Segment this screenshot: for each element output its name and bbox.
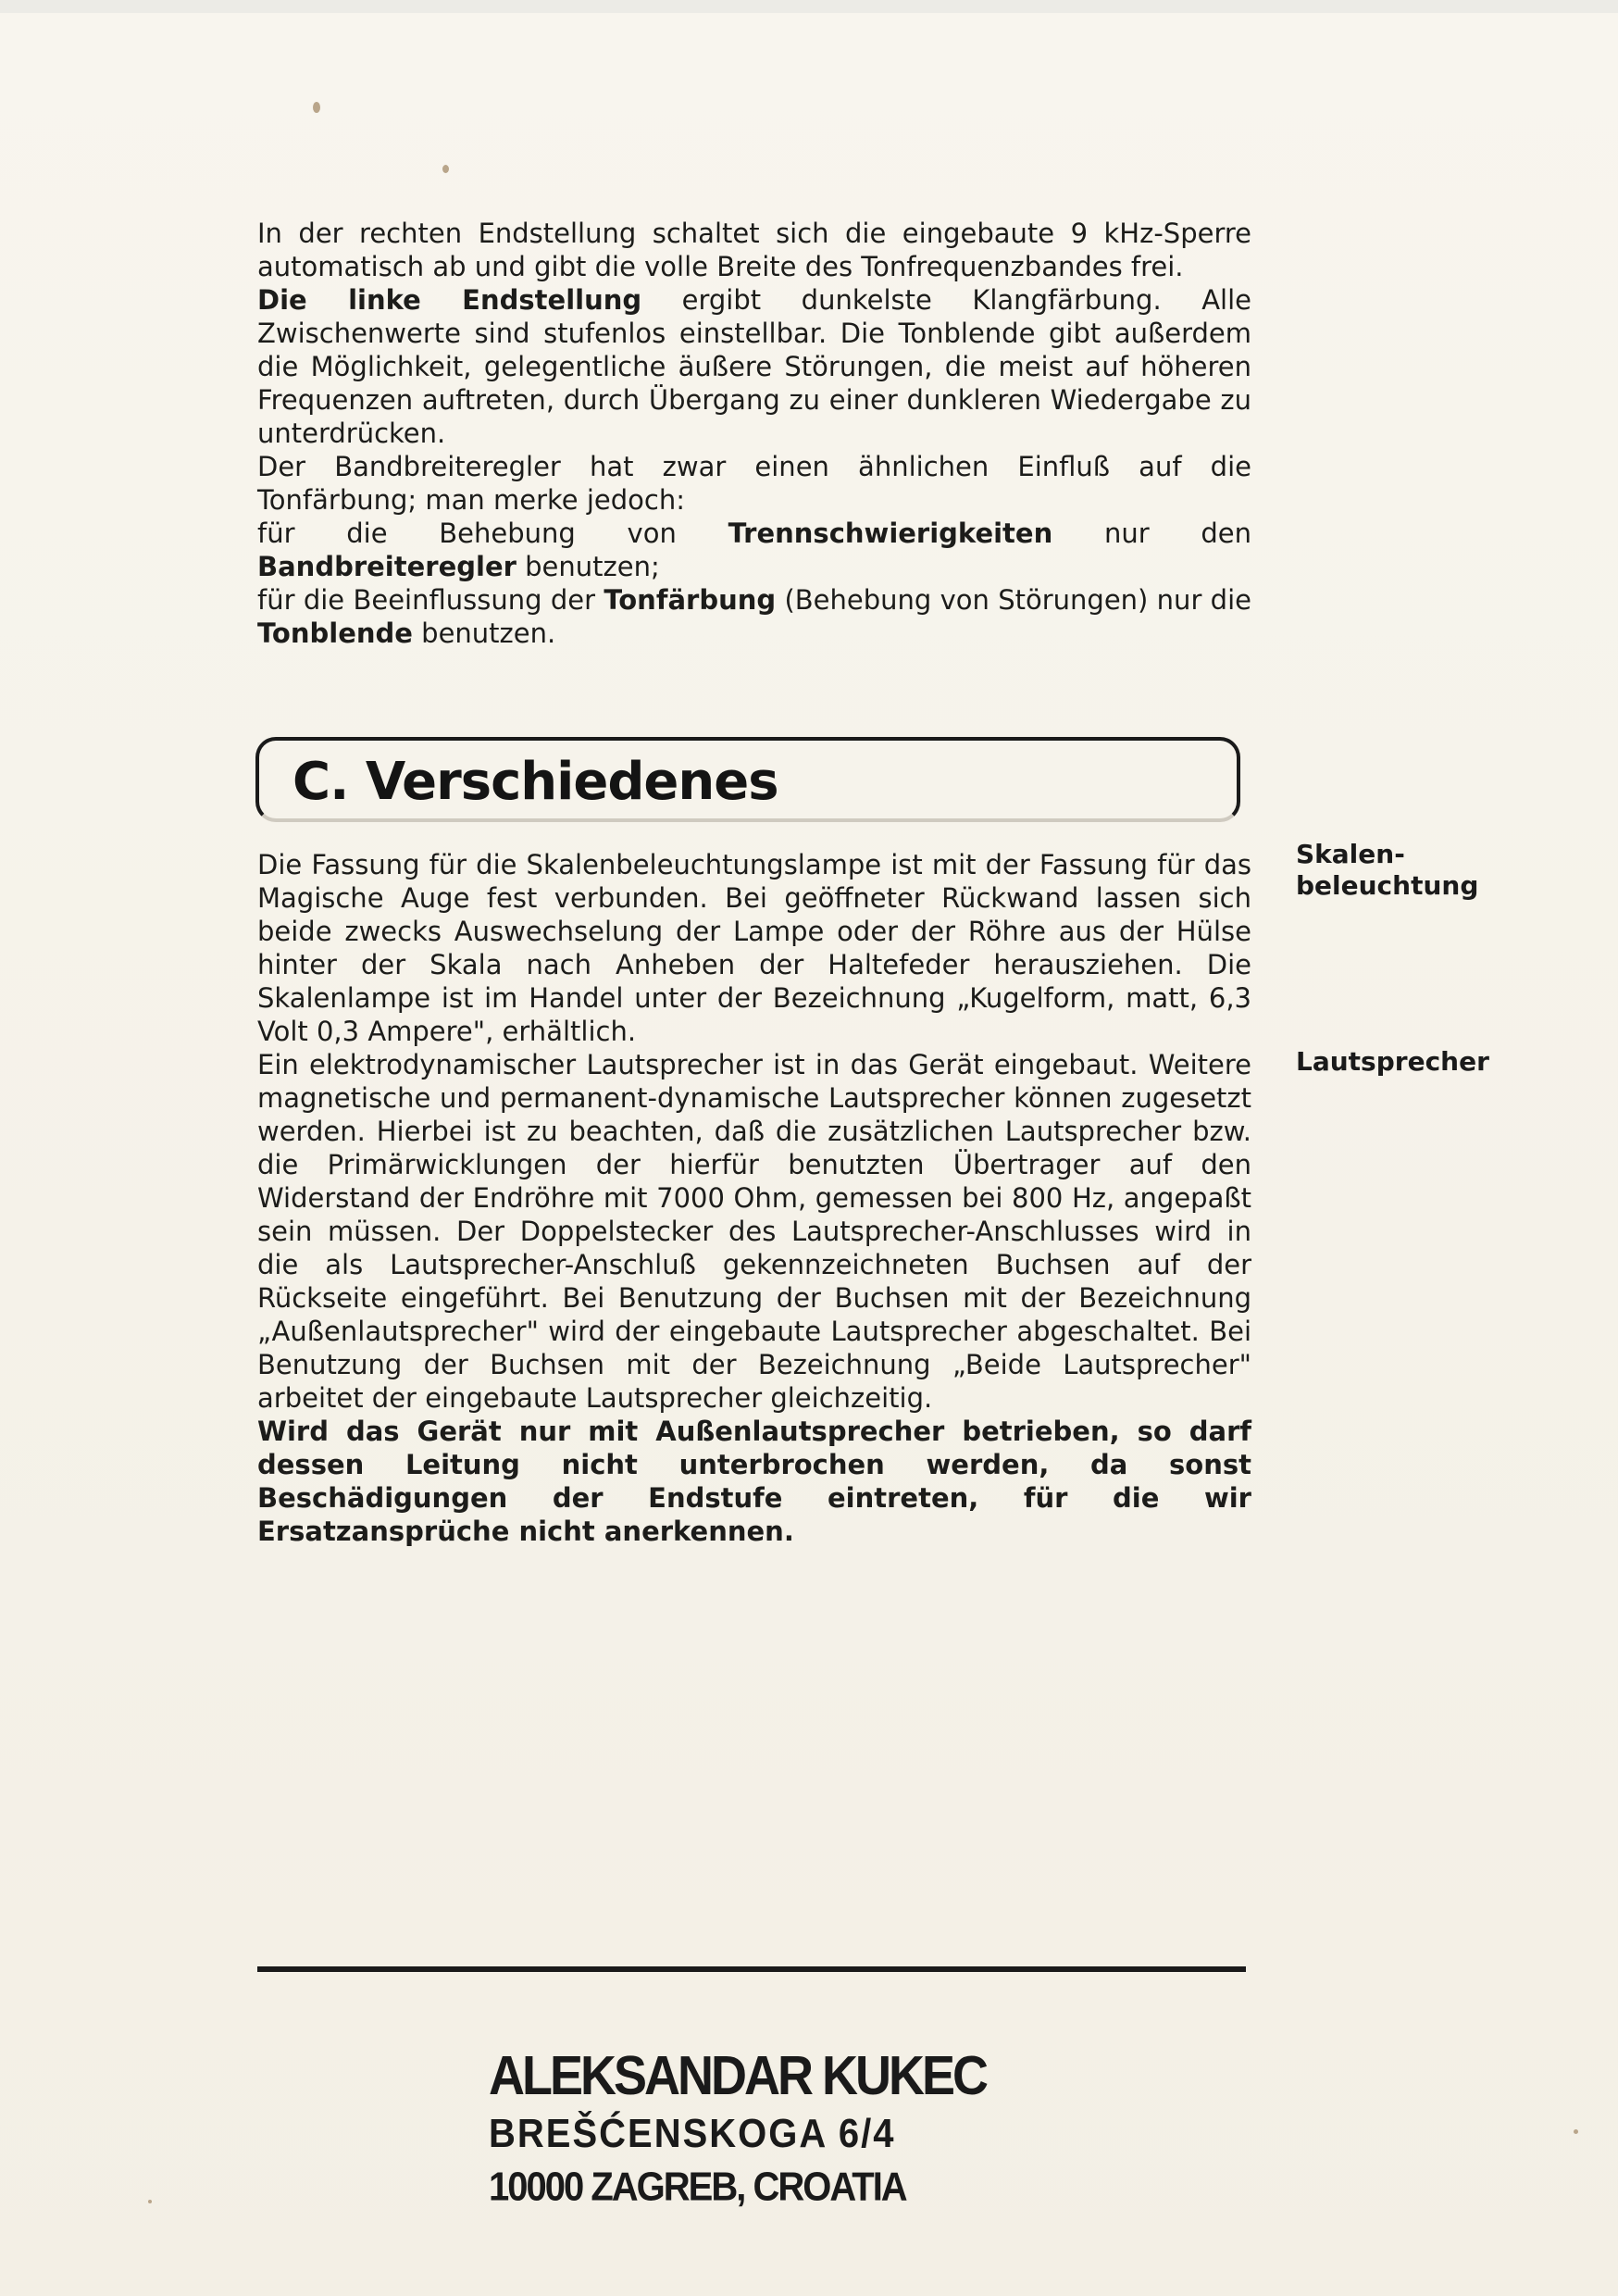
tone-control-text-block <box>257 217 1251 650</box>
stamp-city: 10000 ZAGREB, CROATIA <box>489 2164 906 2210</box>
paragraph-warning <box>257 1415 1251 1548</box>
misc-text-block <box>257 848 1251 1548</box>
paper-speck <box>1574 2129 1578 2134</box>
bold-tonblende: Tonblende <box>257 618 413 649</box>
paragraph-bandbreiteregler <box>257 450 1251 517</box>
paragraph-9khz <box>257 217 1251 283</box>
paper-speck <box>442 165 449 173</box>
footer-rule <box>257 1966 1246 1972</box>
paragraph-trennschwierigkeiten <box>257 517 1251 583</box>
stamp-street: BREŠĆENSKOGA 6/4 <box>489 2111 896 2156</box>
margin-note-skalenbeleuchtung: Skalen- beleuchtung <box>1296 839 1479 901</box>
paper-speck <box>148 2200 152 2203</box>
bold-bandbreiteregler: Bandbreiteregler <box>257 551 517 582</box>
paragraph-left-endstellung <box>257 283 1251 450</box>
section-heading: C. Verschiedenes <box>292 752 778 812</box>
stamp-name: ALEKSANDAR KUKEC <box>489 2045 987 2107</box>
paragraph-tonfaerbung <box>257 583 1251 650</box>
text-tonblende: ergibt dunkelste Klangfärbung. Alle Zwischenwerte sind stufenlos einstellbar. Die Tonblende gibt außerdem die Möglichkeit, gelegentliche äußere Störungen, die meist auf höheren Frequenzen auftreten, durch Übergang zu einer dunkleren Wiedergabe zu unterdrücken. <box>257 284 1251 449</box>
section-heading-box <box>255 737 1240 822</box>
paragraph-lautsprecher: Ein elektrodynamischer Lautsprecher ist in das Gerät eingebaut. Weitere magnetische und permanent-dynamische Lautsprecher können zugesetzt werden. Hierbei ist zu beachten, daß die zusätzlichen Lautsprecher bzw. die Primärwicklungen der hierfür benutzten Übertrager auf den Widerstand der Endröhre mit 7000 Ohm, gemessen bei 800 Hz, angepaßt sein müssen. Der Doppelstecker des Lautsprecher-Anschlusses wird in die als Lautsprecher-Anschluß gekennzeichneten Buchsen auf der Rückseite eingeführt. Bei Benutzung der Buchsen mit der Bezeichnung „Außenlautsprecher" wird der eingebaute Lautsprecher abgeschaltet. Bei Benutzung der Buchsen mit der Bezeichnung „Beide Lautsprecher" arbeitet der eingebaute Lautsprecher gleichzeitig. <box>257 1049 1251 1414</box>
paper-speck <box>313 102 320 113</box>
bold-warning-text: Wird das Gerät nur mit Außenlautsprecher betrieben, so darf dessen Leitung nicht unterbrochen werden, da sonst Beschädigungen der Endstufe eintreten, für die wir Ersatzansprüche nicht anerkennen. <box>257 1416 1251 1547</box>
text-9khz-sperre: In der rechten Endstellung schaltet sich die eingebaute 9 kHz-Sperre automatisch ab und gibt die volle Breite des Tonfrequenzbandes frei. <box>257 218 1251 282</box>
text-bandbreiteregler: Der Bandbreiteregler hat zwar einen ähnlichen Einfluß auf die Tonfärbung; man merke jedoch: <box>257 451 1251 516</box>
bold-linke-endstellung: Die linke Endstellung <box>257 284 642 316</box>
text-fragment: benutzen; <box>516 551 660 582</box>
bold-tonfaerbung: Tonfärbung <box>604 584 777 616</box>
margin-note-lautsprecher: Lautsprecher <box>1296 1046 1489 1077</box>
scan-top-edge <box>0 0 1618 13</box>
text-fragment: für die Behebung von <box>257 518 728 549</box>
text-fragment: für die Beeinflussung der <box>257 584 604 616</box>
address-stamp <box>489 2044 1044 2214</box>
text-fragment: benutzen. <box>412 618 556 649</box>
paragraph-skalenbeleuchtung: Die Fassung für die Skalenbeleuchtungslampe ist mit der Fassung für das Magische Auge fest verbunden. Bei geöffneter Rückwand lassen sich beide zwecks Auswechselung der Lampe oder der Röhre aus der Hülse hinter der Skala nach Anheben der Haltefeder herausziehen. Die Skalenlampe ist im Handel unter der Bezeichnung „Kugelform, matt, 6,3 Volt 0,3 Ampere", erhältlich. <box>257 849 1251 1047</box>
bold-trennschwierigkeiten: Trennschwierigkeiten <box>728 518 1053 549</box>
text-fragment: nur den <box>1052 518 1252 549</box>
text-fragment: (Behebung von Störungen) nur die <box>776 584 1251 616</box>
